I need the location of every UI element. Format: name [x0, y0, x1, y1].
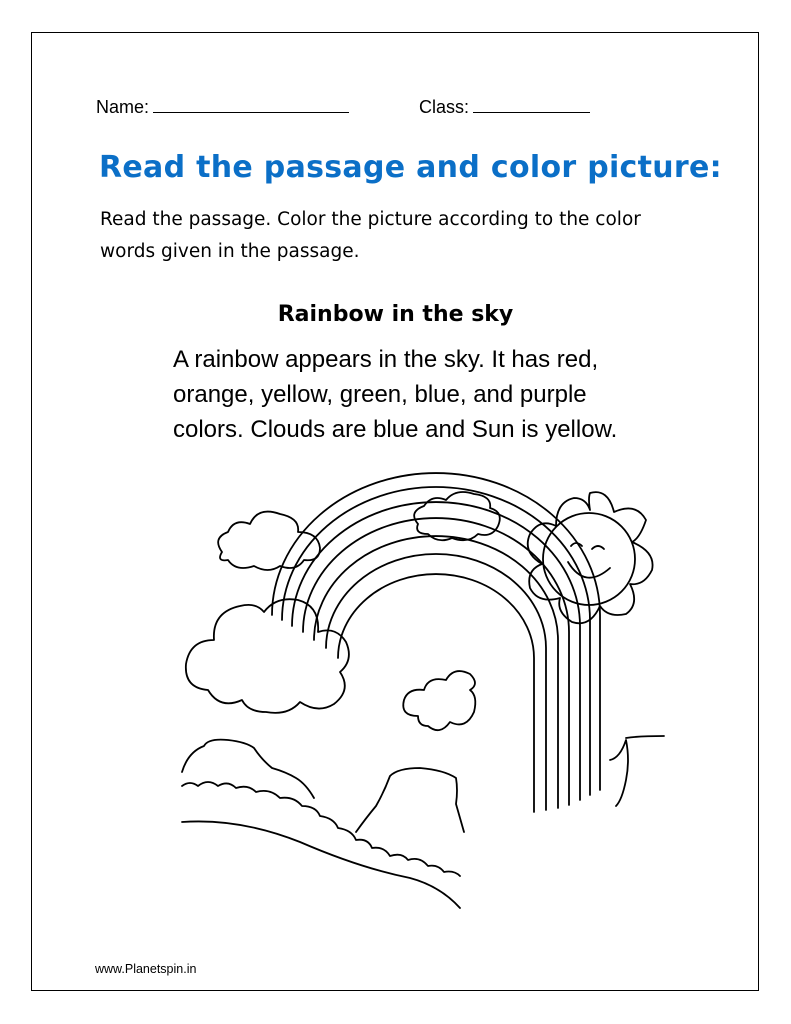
passage-line: colors. Clouds are blue and Sun is yellow. [173, 416, 618, 443]
sun-left-eye [571, 543, 582, 546]
name-label: Name: [96, 97, 150, 117]
rainbow-arc-7 [338, 574, 534, 812]
footer-website: www.Planetspin.in [95, 962, 197, 976]
center-mesa [356, 768, 464, 832]
rainbow-arc-6 [326, 554, 546, 810]
cloud-top-left [218, 512, 320, 570]
sun [528, 492, 653, 623]
right-cliff [610, 736, 664, 806]
ground-line [182, 821, 460, 908]
hills [182, 736, 664, 908]
cloud-left-large [186, 599, 349, 713]
rainbow-arc-2 [282, 487, 590, 795]
left-plateau [182, 740, 314, 798]
instructions-text: Read the passage. Color the picture according to the color words given in the passage. [100, 209, 641, 262]
sun-petals [528, 492, 653, 623]
cloud-top-right [414, 492, 500, 540]
cloud-small-middle [403, 671, 475, 730]
passage-line: orange, yellow, green, blue, and purple [173, 381, 587, 408]
class-label: Class: [419, 97, 470, 117]
rainbow-arc-5 [314, 536, 558, 808]
passage-line: A rainbow appears in the sky. It has red, [173, 346, 599, 373]
rainbow-arc-4 [303, 518, 569, 805]
story-title: Rainbow in the sky [277, 302, 514, 327]
sun-right-eye [592, 546, 604, 549]
worksheet-heading: Read the passage and color picture: [99, 150, 722, 185]
rainbow-arc-3 [292, 502, 580, 800]
bushes [182, 782, 460, 876]
